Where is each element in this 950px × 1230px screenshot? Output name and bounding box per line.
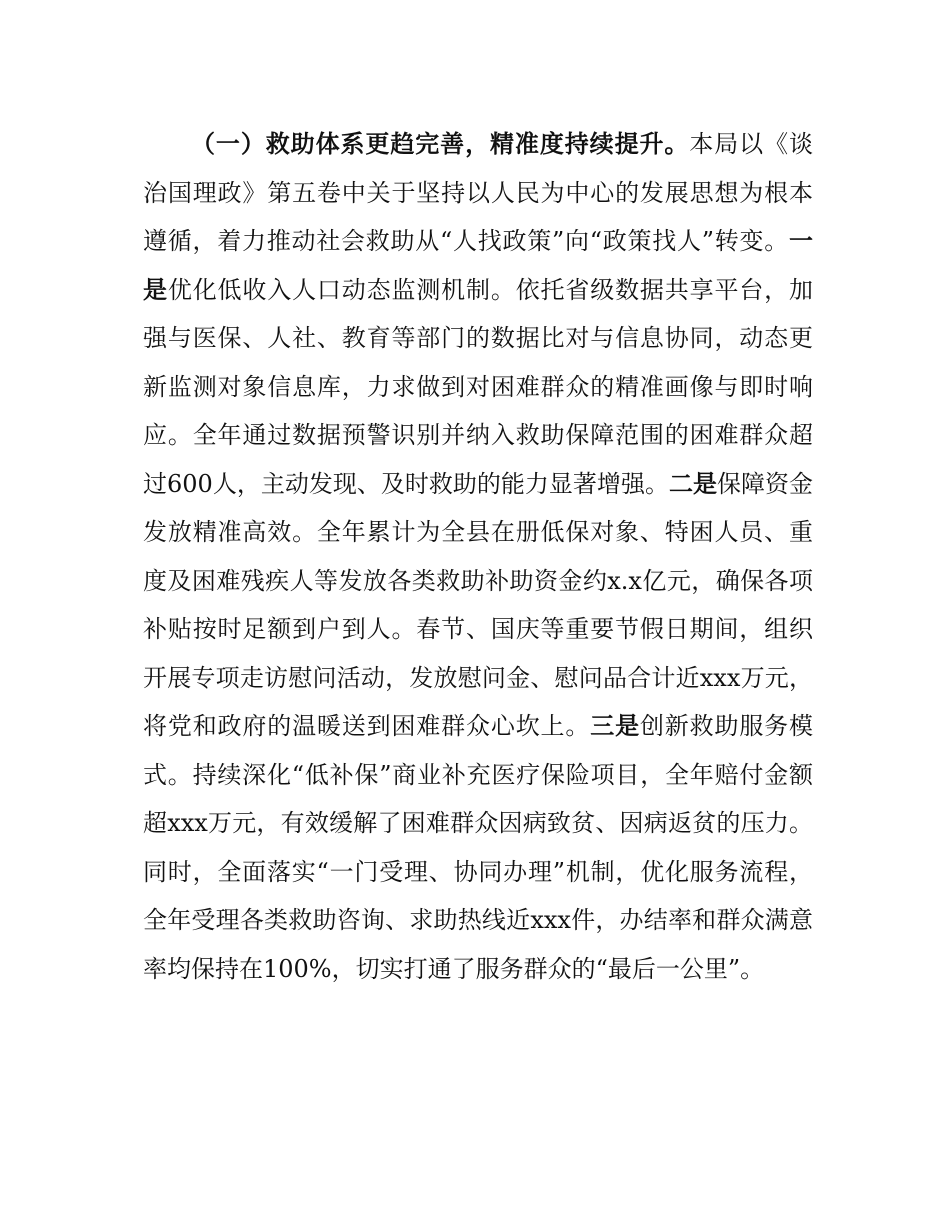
point-two-text: 保障资金发放精准高效。全年累计为全县在册低保对象、特困人员、重度及困难残疾人等发放各类救助补助资金约x.x亿元，确保各项补贴按时足额到户到人。春节、国庆等重要节假日期间，组织开展专项走访慰问活动，发放慰问金、慰问品合计近xxx万元，将党和政府的温暖送到困难群众心坎上。: [143, 469, 814, 740]
point-three-label: 三是: [590, 712, 640, 740]
intro-text: 本局以《谈治国理政》第五卷中关于坚持以人民为中心的发展思想为根本遵循，着力推动社会救助从“人找政策”向“政策找人”转变。: [143, 130, 814, 255]
point-one-label: 一是: [143, 227, 813, 304]
paragraph: [143, 120, 813, 993]
point-two-label: 二是: [668, 469, 717, 498]
point-one-text: 优化低收入人口动态监测机制。依托省级数据共享平台，加强与医保、人社、教育等部门的数据比对与信息协同，动态更新监测对象信息库，力求做到对困难群众的精准画像与即时响应。全年通过数据预警识别并纳入救助保障范围的困难群众超过600人，主动发现、及时救助的能力显著增强。: [143, 275, 814, 498]
point-three-text: 创新救助服务模式。持续深化“低补保”商业补充医疗保险项目，全年赔付金额超xxx万元，有效缓解了困难群众因病致贫、因病返贫的压力。同时，全面落实“一门受理、协同办理”机制，优化服务流程，全年受理各类救助咨询、求助热线近xxx件，办结率和群众满意率均保持在100%，切实打通了服务群众的“最后一公里”。: [143, 712, 814, 983]
section-heading: （一）救助体系更趋完善，精准度持续提升。: [191, 130, 690, 158]
document-body: [143, 120, 813, 993]
